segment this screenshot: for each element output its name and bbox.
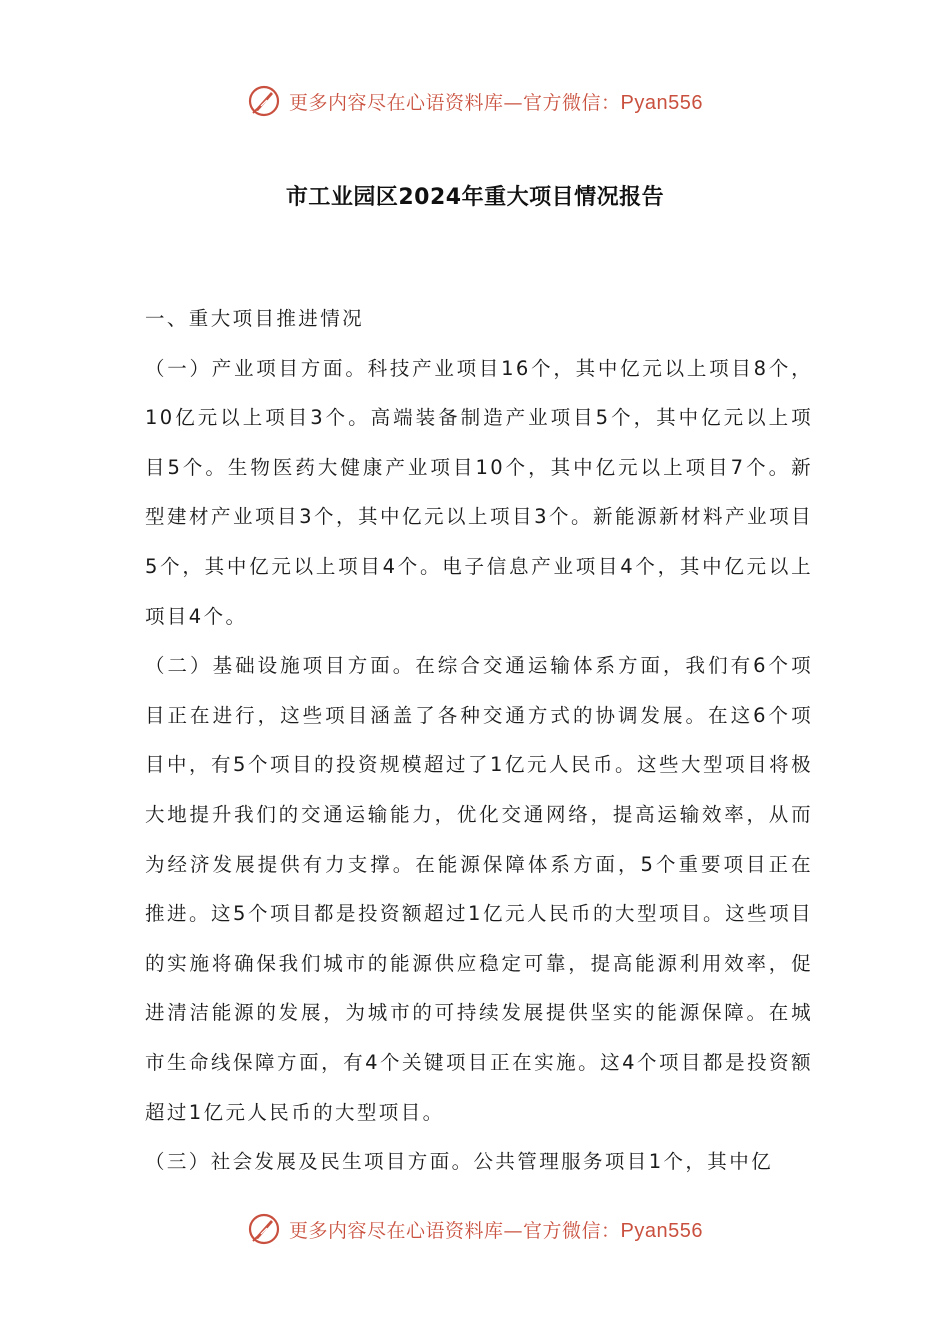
quill-logo-icon — [247, 1212, 281, 1246]
page-title: 市工业园区2024年重大项目情况报告 — [285, 185, 665, 210]
paragraph-industrial-projects: （一）产业项目方面。科技产业项目16个，其中亿元以上项目8个，10亿元以上项目3个。高端装备制造产业项目5个，其中亿元以上项目5个。生物医药大健康产业项目10个，其中亿元以上项目7个。新型建材产业项目3个，其中亿元以上项目3个。新能源新材料产业项目5个，其中亿元以上项目4个。电子信息产业项目4个，其中亿元以上项目4个。 — [145, 356, 813, 628]
quill-logo-icon — [247, 84, 281, 118]
document-body — [145, 294, 813, 1187]
watermark-text — [289, 88, 703, 115]
watermark-label: 更多内容尽在心语资料库—官方微信： — [289, 91, 621, 114]
section-heading: 一、重大项目推进情况 — [145, 307, 365, 330]
footer-watermark — [0, 1212, 950, 1246]
watermark-wechat-id: Pyan556 — [620, 1219, 703, 1242]
paragraph-infrastructure-projects: （二）基础设施项目方面。在综合交通运输体系方面，我们有6个项目正在进行，这些项目涵盖了各种交通方式的协调发展。在这6个项目中，有5个项目的投资规模超过了1亿元人民币。这些大型项目将极大地提升我们的交通运输能力，优化交通网络，提高运输效率，从而为经济发展提供有力支撑。在能源保障体系方面，5个重要项目正在推进。这5个项目都是投资额超过1亿元人民币的大型项目。这些项目的实施将确保我们城市的能源供应稳定可靠，提高能源利用效率，促进清洁能源的发展，为城市的可持续发展提供坚实的能源保障。在城市生命线保障方面，有4个关键项目正在实施。这4个项目都是投资额超过1亿元人民币的大型项目。 — [145, 654, 813, 1124]
paragraph-social-projects: （三）社会发展及民生项目方面。公共管理服务项目1个，其中亿 — [145, 1150, 774, 1174]
header-watermark — [0, 84, 950, 118]
watermark-text — [289, 1216, 703, 1243]
watermark-wechat-id: Pyan556 — [620, 91, 703, 114]
watermark-label: 更多内容尽在心语资料库—官方微信： — [289, 1219, 621, 1242]
